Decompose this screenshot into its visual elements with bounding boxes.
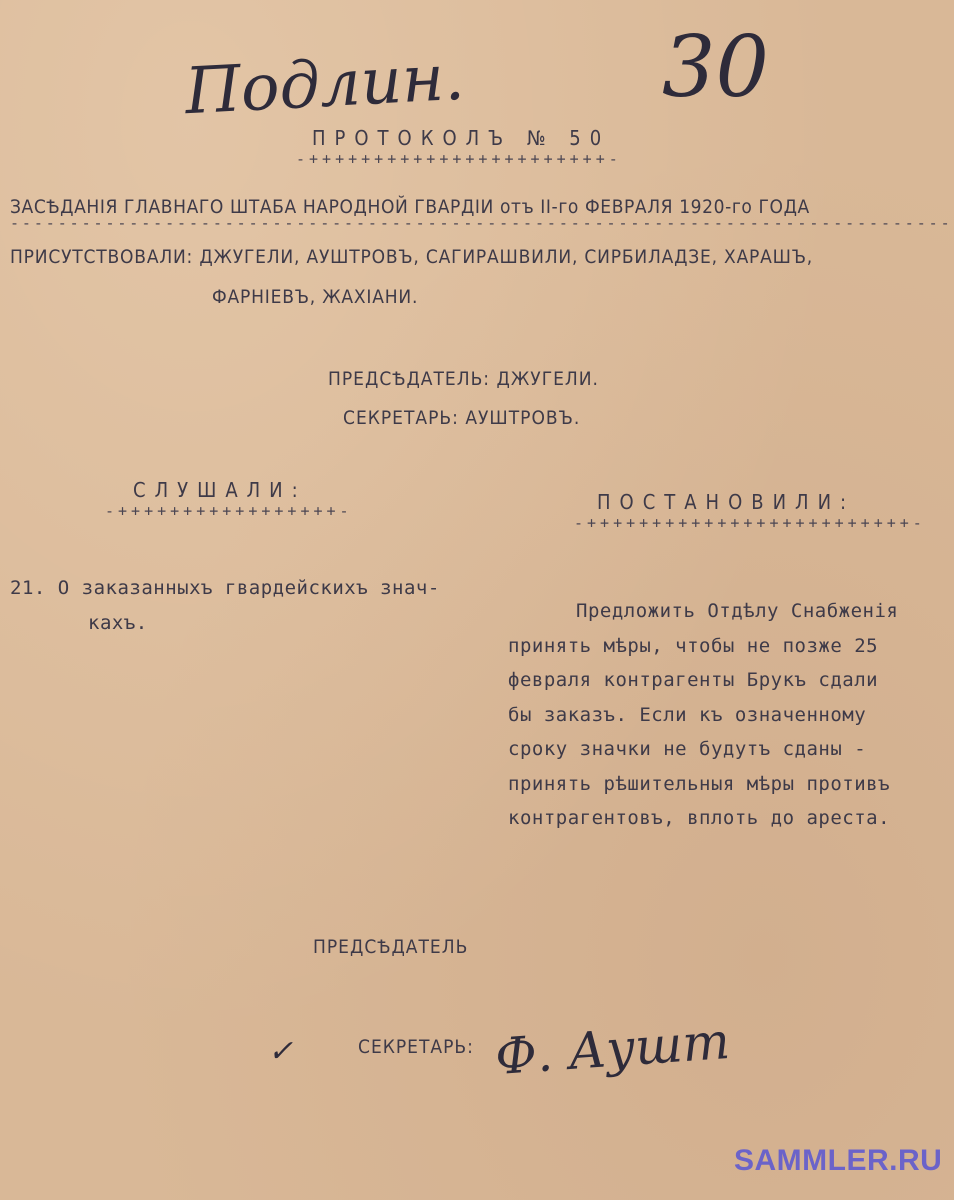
sammler-watermark: SAMMLER.RU [734,1144,943,1177]
protocol-title: ПРОТОКОЛЪ № 50 [312,126,611,150]
footer-chairman-label: ПРЕДСѢДАТЕЛЬ [313,936,469,958]
agenda-item-line-1: 21. О заказанныхъ гвардейскихъ знач- [10,577,440,599]
resolution-line: принять рѣшительныя мѣры противъ [508,772,891,795]
resolution-line: принять мѣры, чтобы не позже 25 [508,634,879,657]
chairman-line: ПРЕДСѢДАТЕЛЬ: ДЖУГЕЛИ. [328,368,599,390]
heard-heading: СЛУШАЛИ: [133,478,307,502]
handwritten-tick-mark: ✓ [268,1034,294,1069]
secretary-line: СЕКРЕТАРЬ: АУШТРОВЪ. [343,407,581,429]
heard-heading-underline: -+++++++++++++++++- [105,502,353,520]
meeting-heading: ЗАСѢДАНІЯ ГЛАВНАГО ШТАБА НАРОДНОЙ ГВАРДІИ отъ II-го ФЕВРАЛЯ 1920-го ГОДА [10,196,810,218]
resolution-line: Предложить Отдѣлу Снабженія [576,600,899,622]
agenda-item-line-2: кахъ. [88,612,148,634]
resolution-text [508,594,898,836]
protocol-title-underline: -+++++++++++++++++++++++- [296,150,622,168]
handwritten-original-note: Подлин. [183,40,467,130]
resolution-line: бы заказъ. Если къ означенному [508,703,867,726]
secretary-signature: Ф. Аушт [493,1011,732,1087]
footer-secretary-label: СЕКРЕТАРЬ: [358,1036,474,1058]
handwritten-page-number: 30 [662,18,769,116]
resolved-heading-underline: -+++++++++++++++++++++++++- [574,514,926,532]
resolution-line: февраля контрагенты Брукъ сдали [508,669,879,691]
resolution-line: сроку значки не будутъ сданы - [508,738,867,760]
resolution-line: контрагентовъ, вплоть до ареста. [508,807,891,829]
attendance-line-2: ФАРНІЕВЪ, ЖАХІАНИ. [212,286,419,308]
attendance-line-1: ПРИСУТСТВОВАЛИ: ДЖУГЕЛИ, АУШТРОВЪ, САГИРАШВИЛИ, СИРБИЛАДЗЕ, ХАРАШЪ, [10,246,813,268]
resolved-heading: ПОСТАНОВИЛИ: [597,490,856,514]
meeting-heading-underline: ------------------------------------------------------------------------------- [10,214,953,232]
